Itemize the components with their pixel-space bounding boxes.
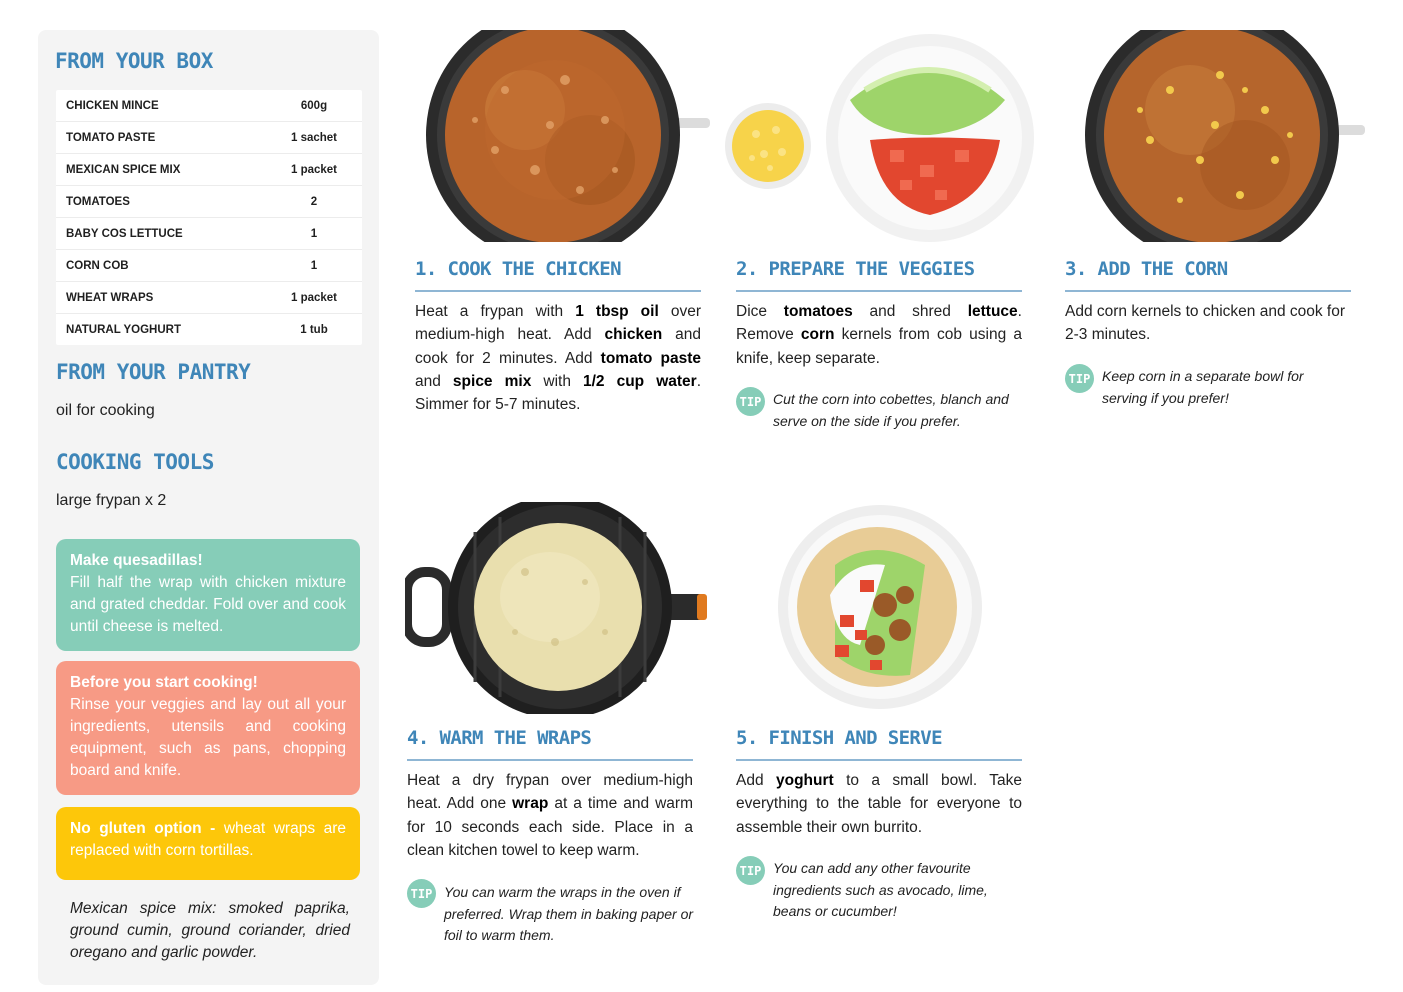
step-2-divider — [736, 290, 1022, 292]
from-your-box-title: FROM YOUR BOX — [55, 49, 213, 73]
step-2-tip: Cut the corn into cobettes, blanch and serve on the side if you prefer. — [773, 391, 1009, 429]
step-4-tip: You can warm the wraps in the oven if preferred. Wrap them in baking paper or foil to warm them. — [444, 884, 694, 944]
gluten-option-card — [56, 807, 360, 880]
chicken-corn-pan-image — [1080, 30, 1370, 245]
step-5-title: 5. FINISH AND SERVE — [736, 727, 942, 749]
ingredient-qty: 600g — [300, 99, 328, 112]
quesadillas-title: Make quesadillas! — [70, 552, 203, 569]
ingredients-table — [56, 90, 362, 345]
from-your-pantry-title: FROM YOUR PANTRY — [56, 360, 251, 384]
step-1-title: 1. COOK THE CHICKEN — [415, 258, 621, 280]
step-1-divider — [415, 290, 701, 292]
ingredient-qty: 1 — [310, 259, 318, 272]
ingredient-row — [56, 250, 362, 282]
ingredient-name: TOMATOES — [66, 195, 130, 208]
step-3-tip: Keep corn in a separate bowl for serving if you prefer! — [1102, 368, 1304, 406]
ingredient-row — [56, 314, 362, 345]
ingredient-qty: 1 — [310, 227, 318, 240]
ingredient-name: TOMATO PASTE — [66, 131, 156, 144]
ingredient-row — [56, 122, 362, 154]
ingredient-qty: 1 tub — [300, 323, 328, 336]
step-4-text: Heat a dry frypan over medium-high heat. Add one wrap at a time and warm for 10 seconds each side. Place in a clean kitchen towel to keep warm. — [407, 772, 693, 859]
step-4-title: 4. WARM THE WRAPS — [407, 727, 592, 749]
cooked-chicken-pan-image — [405, 30, 710, 245]
tip-badge: TIP — [736, 387, 765, 416]
before-cooking-text: Rinse your veggies and lay out all your ingredients, utensils and cooking equipment, such as pans, chopping board and knife. — [70, 696, 346, 779]
ingredient-row — [56, 218, 362, 250]
step-2-title: 2. PREPARE THE VEGGIES — [736, 258, 975, 280]
step-5-divider — [736, 759, 1022, 761]
tip-badge: TIP — [1065, 364, 1094, 393]
quesadillas-text: Fill half the wrap with chicken mixture and grated cheddar. Fold over and cook until cheese is melted. — [70, 574, 346, 635]
ingredient-qty: 2 — [310, 195, 318, 208]
quesadillas-card — [56, 539, 360, 651]
tip-badge: TIP — [736, 856, 765, 885]
step-5-tip: You can add any other favourite ingredients such as avocado, lime, beans or cucumber! — [773, 860, 988, 920]
gluten-option-title: No gluten option - — [70, 820, 216, 837]
ingredient-name: NATURAL YOGHURT — [66, 323, 181, 336]
step-3-divider — [1065, 290, 1351, 292]
ingredient-row — [56, 154, 362, 186]
tip-badge: TIP — [407, 879, 436, 908]
step-5-text: Add yoghurt to a small bowl. Take everything to the table for everyone to assemble their own burrito. — [736, 772, 1022, 836]
pantry-text: oil for cooking — [56, 402, 155, 419]
ingredient-qty: 1 sachet — [290, 131, 338, 144]
step-3-title: 3. ADD THE CORN — [1065, 258, 1228, 280]
ingredient-name: CORN COB — [66, 259, 129, 272]
step-4-divider — [407, 759, 693, 761]
ingredient-name: WHEAT WRAPS — [66, 291, 154, 304]
ingredient-qty: 1 packet — [290, 163, 338, 176]
assembled-burrito-image — [775, 505, 985, 710]
ingredients-sidebar — [38, 30, 379, 985]
ingredient-row — [56, 282, 362, 314]
ingredient-name: BABY COS LETTUCE — [66, 227, 183, 240]
ingredient-row — [56, 186, 362, 218]
ingredient-qty: 1 packet — [290, 291, 338, 304]
gluten-option-text: wheat wraps are replaced with corn tortillas. — [70, 820, 347, 859]
step-2-text: Dice tomatoes and shred lettuce. Remove corn kernels from cob using a knife, keep separate. — [736, 303, 1022, 367]
ingredient-name: MEXICAN SPICE MIX — [66, 163, 181, 176]
prepared-veggies-image — [720, 30, 1040, 245]
step-3-text: Add corn kernels to chicken and cook for 2-3 minutes. — [1065, 303, 1346, 344]
ingredient-name: CHICKEN MINCE — [66, 99, 159, 112]
before-cooking-title: Before you start cooking! — [70, 674, 258, 691]
warm-wrap-pan-image — [405, 502, 710, 714]
cooking-tools-title: COOKING TOOLS — [56, 450, 214, 474]
before-cooking-card — [56, 661, 360, 795]
step-1-text: Heat a frypan with 1 tbsp oil over medium-high heat. Add chicken and cook for 2 minutes. Add tomato paste and spice mix with 1/2 cup water. Simmer for 5-7 minutes. — [415, 303, 702, 414]
spice-mix-note: Mexican spice mix: smoked paprika, ground cumin, ground coriander, dried oregano and garlic powder. — [70, 900, 350, 961]
ingredient-row — [56, 90, 362, 122]
tools-text: large frypan x 2 — [56, 492, 167, 509]
